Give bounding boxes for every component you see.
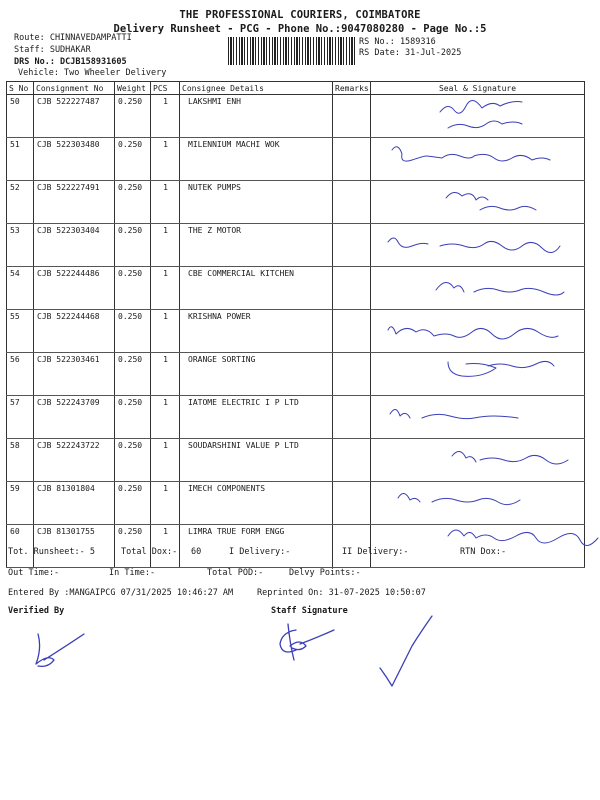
barcode bbox=[228, 37, 356, 65]
cell-sno: 60 bbox=[7, 525, 34, 568]
cell-consignment: CJB 522243709 bbox=[34, 396, 115, 439]
cell-consignee: LAKSHMI ENH bbox=[180, 95, 333, 138]
table-row bbox=[7, 525, 585, 568]
cell-remarks bbox=[333, 310, 371, 353]
cell-weight: 0.250 bbox=[115, 353, 151, 396]
cell-weight: 0.250 bbox=[115, 439, 151, 482]
cell-pcs: 1 bbox=[151, 396, 180, 439]
cell-consignee: MILENNIUM MACHI WOK bbox=[180, 138, 333, 181]
cell-remarks bbox=[333, 482, 371, 525]
table-row bbox=[7, 95, 585, 138]
cell-weight: 0.250 bbox=[115, 224, 151, 267]
cell-sno: 51 bbox=[7, 138, 34, 181]
col-header-consignment: Consignment No bbox=[34, 82, 115, 95]
table-row bbox=[7, 310, 585, 353]
table-row bbox=[7, 138, 585, 181]
table-row bbox=[7, 439, 585, 482]
cell-sno: 59 bbox=[7, 482, 34, 525]
table-row bbox=[7, 353, 585, 396]
cell-consignee: SOUDARSHINI VALUE P LTD bbox=[180, 439, 333, 482]
cell-remarks bbox=[333, 439, 371, 482]
cell-remarks bbox=[333, 525, 371, 568]
cell-remarks bbox=[333, 224, 371, 267]
cell-signature bbox=[371, 396, 585, 439]
cell-remarks bbox=[333, 353, 371, 396]
cell-sno: 53 bbox=[7, 224, 34, 267]
cell-consignment: CJB 522227487 bbox=[34, 95, 115, 138]
cell-pcs: 1 bbox=[151, 224, 180, 267]
total-pod: Total POD:- bbox=[207, 568, 264, 578]
in-time: In Time:- bbox=[109, 568, 156, 578]
company-title: THE PROFESSIONAL COURIERS, COIMBATORE bbox=[179, 9, 421, 21]
delvy-points: Delvy Points:- bbox=[289, 568, 361, 578]
vehicle-label: Vehicle: Two Wheeler Delivery bbox=[18, 68, 167, 78]
out-time: Out Time:- bbox=[8, 568, 60, 578]
cell-consignee: CBE COMMERCIAL KITCHEN bbox=[180, 267, 333, 310]
cell-consignment: CJB 522227491 bbox=[34, 181, 115, 224]
cell-consignment: CJB 81301755 bbox=[34, 525, 115, 568]
cell-remarks bbox=[333, 181, 371, 224]
cell-remarks bbox=[333, 396, 371, 439]
entered-by: Entered By :MANGAIPCG 07/31/2025 10:46:27 AM bbox=[8, 588, 234, 598]
cell-signature bbox=[371, 267, 585, 310]
cell-consignee: NUTEK PUMPS bbox=[180, 181, 333, 224]
cell-pcs: 1 bbox=[151, 353, 180, 396]
cell-consignee: IMECH COMPONENTS bbox=[180, 482, 333, 525]
cell-signature bbox=[371, 224, 585, 267]
cell-consignee: KRISHNA POWER bbox=[180, 310, 333, 353]
cell-consignee: ORANGE SORTING bbox=[180, 353, 333, 396]
cell-consignment: CJB 522303461 bbox=[34, 353, 115, 396]
runsheet-subtitle: Delivery Runsheet - PCG - Phone No.:9047080280 - Page No.:5 bbox=[113, 23, 487, 35]
cell-remarks bbox=[333, 267, 371, 310]
rs-number: RS No.: 1589316 bbox=[359, 37, 436, 47]
col-header-pcs: PCS bbox=[151, 82, 180, 95]
cell-signature bbox=[371, 310, 585, 353]
cell-weight: 0.250 bbox=[115, 138, 151, 181]
cell-weight: 0.250 bbox=[115, 310, 151, 353]
table-row bbox=[7, 181, 585, 224]
runsheet-table bbox=[6, 81, 585, 568]
rs-date: RS Date: 31-Jul-2025 bbox=[359, 48, 462, 58]
cell-remarks bbox=[333, 95, 371, 138]
total-dox-label: Total Dox:- bbox=[121, 547, 178, 557]
cell-pcs: 1 bbox=[151, 310, 180, 353]
cell-consignment: CJB 522303480 bbox=[34, 138, 115, 181]
cell-pcs: 1 bbox=[151, 525, 180, 568]
cell-signature bbox=[371, 138, 585, 181]
cell-consignment: CJB 522303404 bbox=[34, 224, 115, 267]
total-dox-value: 60 bbox=[191, 547, 202, 557]
cell-consignment: CJB 81301804 bbox=[34, 482, 115, 525]
cell-weight: 0.250 bbox=[115, 525, 151, 568]
cell-sno: 56 bbox=[7, 353, 34, 396]
reprinted-on: Reprinted On: 31-07-2025 10:50:07 bbox=[257, 588, 426, 598]
route-label: Route: CHINNAVEDAMPATTI bbox=[14, 33, 132, 43]
cell-weight: 0.250 bbox=[115, 181, 151, 224]
col-header-consignee: Consignee Details bbox=[180, 82, 333, 95]
cell-consignment: CJB 522244486 bbox=[34, 267, 115, 310]
staff-signature-label: Staff Signature bbox=[271, 606, 348, 616]
cell-sno: 50 bbox=[7, 95, 34, 138]
cell-signature bbox=[371, 95, 585, 138]
cell-pcs: 1 bbox=[151, 95, 180, 138]
cell-signature bbox=[371, 353, 585, 396]
cell-consignee: THE Z MOTOR bbox=[180, 224, 333, 267]
cell-weight: 0.250 bbox=[115, 482, 151, 525]
cell-consignment: CJB 522244468 bbox=[34, 310, 115, 353]
table-row bbox=[7, 224, 585, 267]
verified-by-label: Verified By bbox=[8, 606, 65, 616]
cell-consignment: CJB 522243722 bbox=[34, 439, 115, 482]
cell-pcs: 1 bbox=[151, 439, 180, 482]
ii-delivery: II Delivery:- bbox=[342, 547, 409, 557]
rtn-dox: RTN Dox:- bbox=[460, 547, 507, 557]
cell-consignee: LIMRA TRUE FORM ENGG bbox=[180, 525, 333, 568]
cell-pcs: 1 bbox=[151, 267, 180, 310]
staff-label: Staff: SUDHAKAR bbox=[14, 45, 91, 55]
col-header-signature: Seal & Signature bbox=[371, 82, 585, 95]
cell-signature bbox=[371, 181, 585, 224]
table-header-row bbox=[7, 82, 585, 95]
table-row bbox=[7, 482, 585, 525]
total-runsheet: Tot. Runsheet:- 5 bbox=[8, 547, 95, 557]
cell-signature bbox=[371, 482, 585, 525]
cell-weight: 0.250 bbox=[115, 396, 151, 439]
col-header-weight: Weight bbox=[115, 82, 151, 95]
drs-number: DRS No.: DCJB158931605 bbox=[14, 57, 127, 67]
col-header-remarks: Remarks bbox=[333, 82, 371, 95]
cell-sno: 57 bbox=[7, 396, 34, 439]
cell-signature bbox=[371, 525, 585, 568]
table-row bbox=[7, 396, 585, 439]
cell-sno: 58 bbox=[7, 439, 34, 482]
table-row bbox=[7, 267, 585, 310]
cell-consignee: IATOME ELECTRIC I P LTD bbox=[180, 396, 333, 439]
cell-pcs: 1 bbox=[151, 138, 180, 181]
cell-signature bbox=[371, 439, 585, 482]
col-header-sno: S No bbox=[7, 82, 34, 95]
cell-sno: 54 bbox=[7, 267, 34, 310]
cell-sno: 55 bbox=[7, 310, 34, 353]
i-delivery: I Delivery:- bbox=[229, 547, 291, 557]
cell-sno: 52 bbox=[7, 181, 34, 224]
cell-weight: 0.250 bbox=[115, 267, 151, 310]
cell-weight: 0.250 bbox=[115, 95, 151, 138]
cell-pcs: 1 bbox=[151, 181, 180, 224]
cell-remarks bbox=[333, 138, 371, 181]
cell-pcs: 1 bbox=[151, 482, 180, 525]
